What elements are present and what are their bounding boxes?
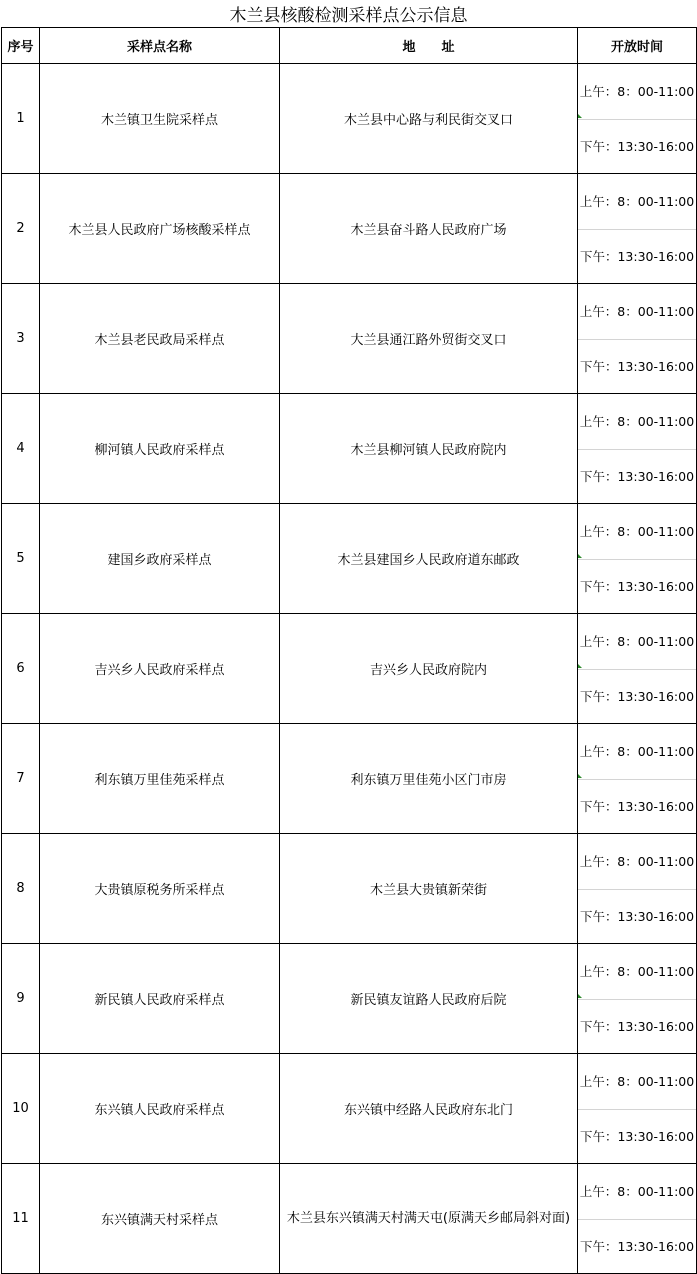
hours-cell (578, 834, 697, 944)
table-row (2, 1054, 697, 1164)
morning-hours: 上午：8：00-11:00 (579, 414, 695, 429)
cell-comment-marker (578, 664, 582, 668)
site-name-cell: 柳河镇人民政府采样点 (40, 394, 280, 504)
hours-cell (578, 1164, 697, 1274)
afternoon-hours: 下午：13:30-16:00 (578, 229, 696, 283)
table-row (2, 174, 697, 284)
address-cell: 吉兴乡人民政府院内 (280, 614, 578, 724)
header-row (2, 28, 697, 64)
site-name-cell: 新民镇人民政府采样点 (40, 944, 280, 1054)
morning-hours: 上午：8：00-11:00 (579, 744, 695, 759)
row-index-cell: 7 (2, 724, 40, 834)
site-name-cell: 大贵镇原税务所采样点 (40, 834, 280, 944)
address-cell: 木兰县东兴镇满天村满天屯(原满天乡邮局斜对面) (280, 1164, 578, 1274)
table-row (2, 284, 697, 394)
morning-hours: 上午：8：00-11:00 (579, 854, 695, 869)
hours-cell (578, 284, 697, 394)
morning-hours: 上午：8：00-11:00 (579, 84, 695, 99)
table-row (2, 944, 697, 1054)
hours-cell (578, 64, 697, 174)
table-row (2, 614, 697, 724)
row-index-cell: 10 (2, 1054, 40, 1164)
page-title: 木兰县核酸检测采样点公示信息 (229, 6, 468, 26)
sampling-sites-table (1, 27, 697, 1274)
address-cell: 木兰县奋斗路人民政府广场 (280, 174, 578, 284)
site-name-cell: 东兴镇人民政府采样点 (40, 1054, 280, 1164)
hours-cell (578, 394, 697, 504)
row-index-cell: 11 (2, 1164, 40, 1274)
address-cell: 木兰县柳河镇人民政府院内 (280, 394, 578, 504)
hours-cell (578, 724, 697, 834)
table-row (2, 504, 697, 614)
table-row (2, 394, 697, 504)
row-index-cell: 6 (2, 614, 40, 724)
morning-hours: 上午：8：00-11:00 (579, 634, 695, 649)
row-index-cell: 8 (2, 834, 40, 944)
morning-hours: 上午：8：00-11:00 (579, 964, 695, 979)
cell-comment-marker (578, 994, 582, 998)
address-cell: 木兰县大贵镇新荣街 (280, 834, 578, 944)
address-cell: 木兰县中心路与利民街交叉口 (280, 64, 578, 174)
header-hours: 开放时间 (578, 28, 697, 64)
morning-hours: 上午：8：00-11:00 (579, 1074, 695, 1089)
site-name-cell: 利东镇万里佳苑采样点 (40, 724, 280, 834)
table-row (2, 1164, 697, 1274)
site-name-cell: 木兰县老民政局采样点 (40, 284, 280, 394)
afternoon-hours: 下午：13:30-16:00 (578, 999, 696, 1053)
row-index-cell: 4 (2, 394, 40, 504)
address-cell: 大兰县通江路外贸街交叉口 (280, 284, 578, 394)
header-address: 地 址 (280, 28, 578, 64)
address-cell: 利东镇万里佳苑小区门市房 (280, 724, 578, 834)
hours-cell (578, 1054, 697, 1164)
afternoon-hours: 下午：13:30-16:00 (578, 119, 696, 173)
cell-comment-marker (578, 774, 582, 778)
morning-hours: 上午：8：00-11:00 (579, 1184, 695, 1199)
cell-comment-marker (578, 554, 582, 558)
table-row (2, 64, 697, 174)
afternoon-hours: 下午：13:30-16:00 (578, 1109, 696, 1163)
site-name-cell: 木兰镇卫生院采样点 (40, 64, 280, 174)
address-cell: 东兴镇中经路人民政府东北门 (280, 1054, 578, 1164)
table-row (2, 834, 697, 944)
site-name-cell: 东兴镇满天村采样点 (40, 1164, 280, 1274)
afternoon-hours: 下午：13:30-16:00 (578, 779, 696, 833)
hours-cell (578, 614, 697, 724)
row-index-cell: 1 (2, 64, 40, 174)
site-name-cell: 建国乡政府采样点 (40, 504, 280, 614)
header-name: 采样点名称 (40, 28, 280, 64)
afternoon-hours: 下午：13:30-16:00 (578, 889, 696, 943)
afternoon-hours: 下午：13:30-16:00 (578, 449, 696, 503)
morning-hours: 上午：8：00-11:00 (579, 304, 695, 319)
address-cell: 新民镇友谊路人民政府后院 (280, 944, 578, 1054)
hours-cell (578, 944, 697, 1054)
afternoon-hours: 下午：13:30-16:00 (578, 1219, 696, 1273)
hours-cell (578, 504, 697, 614)
afternoon-hours: 下午：13:30-16:00 (578, 669, 696, 723)
afternoon-hours: 下午：13:30-16:00 (578, 339, 696, 393)
header-index: 序号 (2, 28, 40, 64)
morning-hours: 上午：8：00-11:00 (579, 524, 695, 539)
afternoon-hours: 下午：13:30-16:00 (578, 559, 696, 613)
row-index-cell: 3 (2, 284, 40, 394)
cell-comment-marker (578, 114, 582, 118)
row-index-cell: 2 (2, 174, 40, 284)
address-cell: 木兰县建国乡人民政府道东邮政 (280, 504, 578, 614)
site-name-cell: 吉兴乡人民政府采样点 (40, 614, 280, 724)
row-index-cell: 9 (2, 944, 40, 1054)
hours-cell (578, 174, 697, 284)
row-index-cell: 5 (2, 504, 40, 614)
site-name-cell: 木兰县人民政府广场核酸采样点 (40, 174, 280, 284)
table-row (2, 724, 697, 834)
morning-hours: 上午：8：00-11:00 (579, 194, 695, 209)
